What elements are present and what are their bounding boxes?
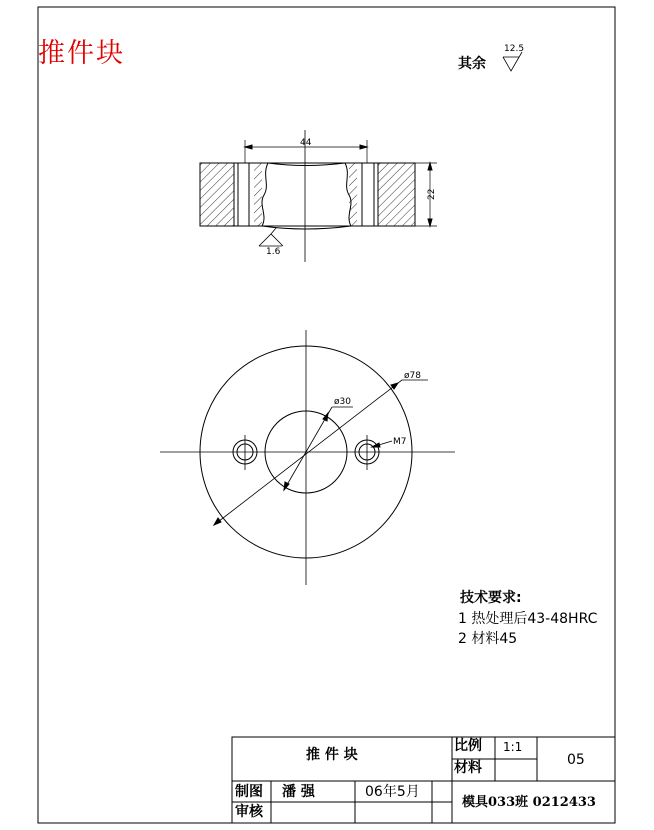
checked-by-label: 审核 (235, 804, 263, 820)
hatch-right-outer (378, 163, 415, 226)
dim-height-arrow-bottom (428, 219, 432, 226)
tech-requirements-title: 技术要求: (460, 590, 522, 606)
tech-requirement-item: 2 材料45 (458, 631, 518, 647)
dim-height-arrow-top (428, 163, 432, 170)
dim-height-text: 22 (427, 188, 437, 200)
section-view (200, 130, 437, 262)
drawing-number: 05 (567, 752, 585, 768)
top-view (160, 330, 455, 585)
part-name: 推 件 块 (306, 747, 358, 763)
class-info: 模具033班 0212433 (462, 795, 596, 810)
drawing-title: 推件块 (38, 38, 125, 69)
title-block-grid (232, 737, 615, 823)
hatch-right-inner (349, 163, 357, 226)
scale-value: 1:1 (503, 740, 523, 754)
hatch-left-outer (200, 163, 234, 226)
hatch-left-inner (254, 163, 262, 226)
tech-requirement-item: 1 热处理后43-48HRC (458, 611, 598, 627)
dim-outer-diameter-text: ø78 (404, 371, 421, 381)
dim-width-text: 44 (300, 138, 312, 148)
drawn-by-label: 制图 (235, 784, 263, 800)
drawing-date: 06年5月 (365, 784, 420, 800)
bore-roughness-symbol (259, 228, 283, 246)
drawn-by-name: 潘 强 (282, 784, 315, 800)
dim-inner-diameter-text: ø30 (334, 397, 351, 407)
bore-break-left (262, 163, 268, 226)
dim-outer-diameter-line (214, 380, 402, 525)
dim-inner-arrow-b (323, 413, 328, 421)
scale-label: 比例 (454, 738, 482, 754)
bore-roughness-text: 1.6 (266, 247, 281, 257)
dim-thread-text: M7 (393, 437, 407, 447)
default-roughness-value: 12.5 (504, 44, 525, 54)
material-label: 材料 (454, 760, 482, 776)
dim-outer-arrow-a (214, 518, 221, 525)
dim-width-arrow-right (360, 145, 367, 149)
title-block-frame (232, 737, 615, 823)
default-roughness-symbol (503, 52, 522, 71)
roughness-note-label: 其余 (458, 56, 486, 72)
dim-width-arrow-left (245, 145, 252, 149)
